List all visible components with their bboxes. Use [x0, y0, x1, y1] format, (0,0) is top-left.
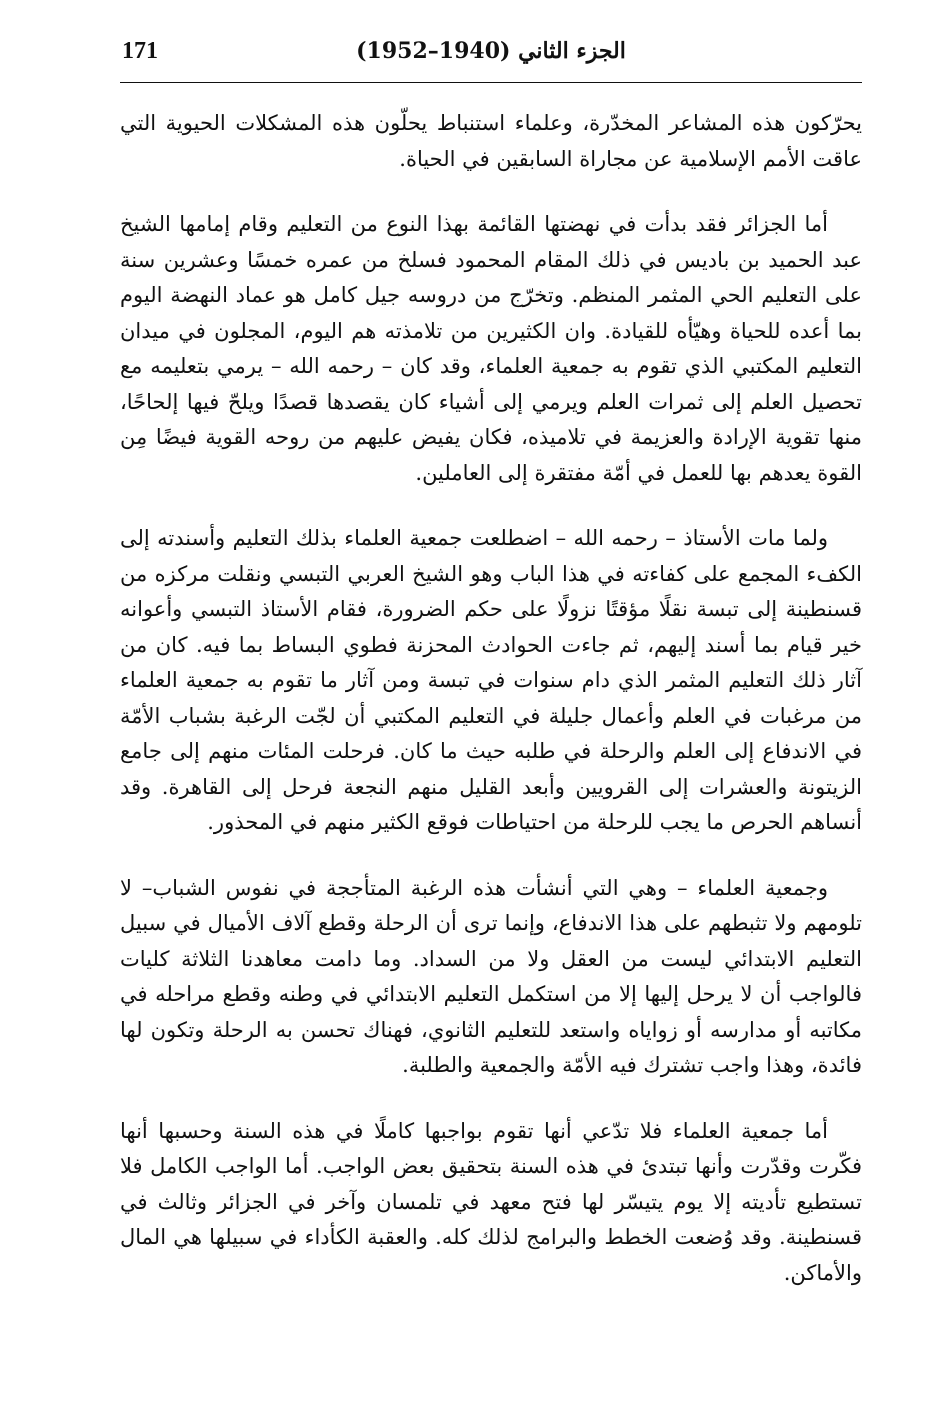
running-title: الجزء الثاني (1940–1952): [356, 38, 626, 64]
page-header: [120, 30, 862, 86]
paragraph: وجمعية العلماء – وهي التي أنشأت هذه الرغبة المتأججة في نفوس الشباب– لا تلومهم ولا تثبطهم على هذا الاندفاع، وإنما ترى أن الرحلة وقطع آلاف الأميال في سبيل التعليم الابتدائي ليست من العقل ولا من السداد. وما دامت معاهدنا الثلاثة كليات فالواجب أن لا يرحل إليها إلا من استكمل التعليم الابتدائي في وطنه وقطع مراحله في مكاتبه أو مدارسه أو زواياه واستعد للتعليم الثانوي، فهناك تحسن به الرحلة وتكون لها فائدة، وهذا واجب تشترك فيه الأمّة والجمعية والطلبة.: [120, 875, 862, 1077]
book-page: [120, 30, 862, 1390]
paragraph: ولما مات الأستاذ – رحمه الله – اضطلعت جمعية العلماء بذلك التعليم وأسندته إلى الكفء المجمع على كفاءته في هذا الباب وهو الشيخ العربي التبسي ونقلت مركزه من قسنطينة إلى تبسة نقلًا مؤقتًا نزولًا على حكم الضرورة، فقام الأستاذ التبسي وأعوانه خير قيام بما أسند إليهم، ثم جاءت الحوادث المحزنة فطوي البساط بما فيه. كان من آثار ذلك التعليم المثمر الذي دام سنوات في تبسة ومن آثار ما تقوم به جمعية العلماء من مرغبات في العلم وأعمال جليلة في التعليم المكتبي أن لجّت الرغبة بشباب الأمّة في الاندفاع إلى العلم والرحلة في طلبه حيث ما كان. فرحلت المئات منهم إلى جامع الزيتونة والعشرات إلى القرويين وأبعد القليل منهم النجعة فرحل إلى القاهرة. وقد أنساهم الحرص ما يجب للرحلة من احتياطات فوقع الكثير منهم في المحذور.: [120, 526, 862, 834]
page-number: 171: [122, 38, 158, 64]
paragraph: أما الجزائر فقد بدأت في نهضتها القائمة بهذا النوع من التعليم وقام إمامها الشيخ عبد الحميد بن باديس في ذلك المقام المحمود فسلخ من عمره خمسًا وعشرين سنة على التعليم الحي المثمر المنظم. وتخرّج من دروسه جيل كامل هو عماد النهضة اليوم بما أعده للحياة وهيّأه للقيادة. وان الكثيرين من تلامذته هم اليوم، المجلون في ميدان التعليم المكتبي الذي تقوم به جمعية العلماء، وقد كان – رحمه الله – يرمي بتعليمه مع تحصيل العلم إلى ثمرات العلم ويرمي إلى أشياء كان يقصدها قصدًا ويلحّ فيها إلحاحًا، منها تقوية الإرادة والعزيمة في تلاميذه، فكان يفيض عليهم من روحه القوية فيضًا مِن القوة يعدهم بها للعمل في أمّة مفتقرة إلى العاملين.: [120, 212, 862, 485]
header-rule: [120, 82, 862, 83]
paragraph: يحرّكون هذه المشاعر المخدّرة، وعلماء استنباط يحلّون هذه المشكلات الحيوية التي عاقت الأمم الإسلامية عن مجاراة السابقين في الحياة.: [120, 111, 862, 171]
page-body: [120, 106, 862, 1291]
paragraph: أما جمعية العلماء فلا تدّعي أنها تقوم بواجبها كاملًا في هذه السنة وحسبها أنها فكّرت وقدّرت وأنها تبتدئ في هذه السنة بتحقيق بعض الواجب. أما الواجب الكامل فلا تستطيع تأديته إلا يوم يتيسّر لها فتح معهد في تلمسان وآخر في الجزائر وثالث في قسنطينة. وقد وُضعت الخطط والبرامج لذلك كله. والعقبة الكأداء في سبيلها هي المال والأماكن.: [120, 1118, 862, 1285]
